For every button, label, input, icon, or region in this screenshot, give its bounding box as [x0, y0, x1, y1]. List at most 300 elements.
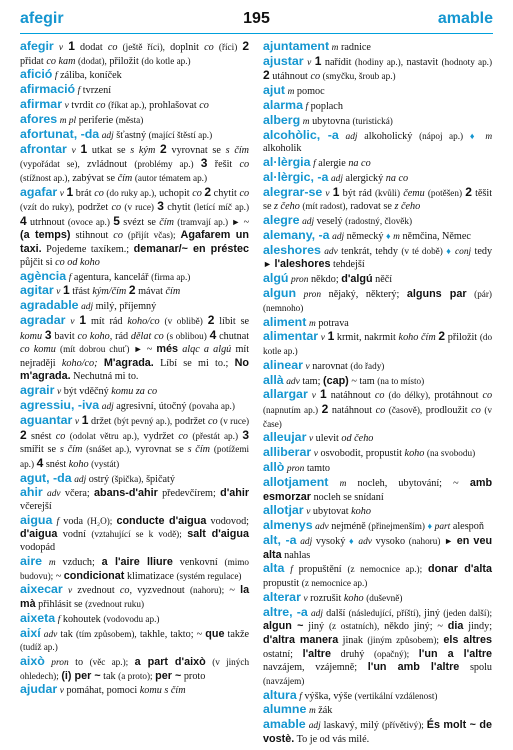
grammar-label: v — [305, 361, 310, 372]
headword: allotjar — [263, 503, 304, 518]
translation: bavit — [54, 330, 75, 342]
translation: včerejší — [20, 501, 52, 512]
translation: utrhnout — [30, 216, 65, 228]
headword: agradar — [20, 312, 66, 327]
grammar-label: adv — [324, 246, 338, 257]
sense-note: (z nemocnice ap.); — [347, 564, 423, 575]
phrase: Agafarem un taxi. — [20, 229, 249, 256]
translation: brát — [75, 187, 92, 199]
headword: allà — [263, 372, 284, 387]
sense-note: (na svobodu) — [426, 448, 476, 459]
translation: tvrzení — [82, 85, 112, 97]
usage-hint: co — [204, 42, 214, 53]
translation: záliba, koníček — [60, 70, 122, 82]
translation: tenkrát, tehdy — [341, 245, 398, 257]
translation: líbit se — [219, 315, 250, 327]
grammar-label: m — [302, 116, 310, 127]
sense-note: (potěšen) — [427, 187, 463, 198]
dictionary-entry — [263, 272, 492, 287]
dictionary-entry — [263, 359, 492, 374]
usage-hint: koho/co; — [61, 357, 98, 369]
phrase: per ~ — [155, 669, 182, 682]
sense-number: 2 — [321, 402, 329, 416]
translation: krmit, nakrmit — [336, 332, 396, 344]
translation: veselý — [316, 216, 343, 228]
translation: nastavit — [406, 56, 439, 68]
translation: žák — [318, 705, 333, 717]
translation: ostatní; — [263, 648, 293, 660]
right-column — [263, 40, 492, 747]
grammar-label: v — [303, 593, 308, 604]
sense-note: (z ostatních), — [328, 621, 380, 632]
dictionary-entry — [263, 40, 492, 55]
sense-number: 1 — [332, 184, 340, 199]
dictionary-entry — [263, 214, 492, 229]
usage-hint: co — [207, 415, 218, 427]
diamond-icon: ♦ — [427, 521, 433, 532]
translation: voda — [63, 515, 84, 527]
phrase: (i) per ~ — [61, 669, 101, 682]
dictionary-entry — [20, 68, 249, 83]
dictionary-entry — [263, 534, 492, 562]
headword: aire — [20, 553, 43, 568]
dictionary-entry — [20, 414, 249, 472]
phrase: salt d'aigua — [187, 528, 249, 541]
grammar-label: adv — [358, 536, 372, 547]
sense-number: 3 — [200, 156, 208, 171]
usage-hint: dělat co — [130, 330, 164, 342]
headword: aixeta — [20, 610, 56, 625]
headword: alleujar — [263, 430, 307, 445]
sense-note: (v oblibě) — [164, 315, 203, 326]
sense-note: (turistická) — [352, 115, 393, 126]
translation: utáhnout — [272, 71, 308, 83]
translation: vyzvednout — [137, 585, 185, 597]
translation: něčí — [375, 274, 393, 286]
translation: rád — [115, 330, 129, 342]
headword: alegre — [263, 213, 300, 228]
translation: ostrý — [88, 473, 110, 485]
dictionary-entry — [20, 314, 249, 384]
translation: přidat — [20, 55, 44, 67]
translation: ulevit — [315, 433, 339, 445]
headword: afores — [20, 111, 58, 126]
sense-note: (tramvají ap.) — [177, 216, 229, 227]
usage-hint: co — [374, 390, 385, 402]
usage-hint: koho čím — [398, 332, 436, 344]
sense-note: (napnutím ap.) — [263, 405, 319, 415]
sense-note: (přestát ap.) — [192, 430, 239, 441]
translation: šťastný — [116, 129, 147, 141]
sense-note: (přijít včas); — [127, 230, 176, 241]
headword: agressiu, -iva — [20, 398, 100, 413]
translation: vyrovnat se — [135, 444, 184, 456]
translation: další — [326, 607, 346, 619]
sense-note: (potížemi ap.) — [20, 444, 250, 469]
sense-note: (mít dobrou chuť) — [60, 344, 130, 355]
usage-hint: z čeho — [394, 201, 421, 213]
sense-note: (do délky), — [388, 390, 431, 401]
dictionary-entry — [263, 330, 492, 358]
dictionary-entry — [263, 504, 492, 519]
headword: altre, -a — [263, 604, 308, 619]
grammar-label: adj — [101, 402, 114, 413]
grammar-label: f — [56, 516, 60, 527]
dictionary-entry — [263, 519, 492, 534]
sense-note: (jiným způsobem); — [367, 634, 439, 645]
sense-note: (nahoru) — [408, 535, 441, 546]
sense-note: (tím způsobem), — [75, 628, 137, 639]
translation: vzduch; — [62, 556, 95, 568]
translation: navzájem, vzájemně; — [263, 662, 358, 674]
phrase: conducte d'aigua — [116, 514, 207, 527]
header-first-headword: afegir — [20, 10, 64, 27]
translation: propuštění — [298, 564, 342, 576]
dictionary-entry — [263, 316, 492, 331]
dictionary-entry — [20, 98, 249, 113]
dictionary-entry — [263, 99, 492, 114]
translation: laskavý, milý — [323, 720, 379, 732]
translation: chytit — [167, 202, 191, 214]
sense-note: (hodiny ap.), — [354, 56, 404, 67]
translation: jiný — [424, 607, 440, 619]
grammar-label: m — [485, 131, 493, 142]
usage-hint: co — [113, 230, 123, 242]
grammar-label: adj — [101, 130, 114, 141]
sense-note: (odolat větru ap.), — [69, 430, 140, 441]
sense-note: (ještě říci), — [122, 42, 165, 52]
headword: agradable — [20, 298, 79, 313]
usage-hint: co komu — [20, 344, 56, 356]
usage-hint: co — [55, 430, 66, 442]
translation: pomáhat, pomoci — [66, 685, 138, 697]
sense-number: 4 — [209, 327, 217, 342]
phrase: la mà — [20, 584, 250, 610]
diamond-icon: ♦ — [348, 535, 355, 546]
usage-hint: komu s čím — [139, 685, 186, 697]
grammar-label: adj — [300, 536, 313, 547]
dictionary-entry — [263, 129, 492, 156]
translation: druhý — [340, 648, 365, 660]
dictionary-entry — [20, 128, 249, 143]
sense-number: 2 — [128, 283, 136, 298]
dictionary-entry — [263, 186, 492, 214]
translation: ~ — [196, 628, 203, 640]
usage-hint: co — [239, 187, 250, 199]
usage-hint: čemu — [403, 187, 425, 199]
headword: agrair — [20, 383, 55, 398]
translation: třást — [72, 286, 90, 298]
grammar-label: v — [74, 416, 80, 427]
translation: snést — [45, 458, 67, 470]
usage-hint: koho — [68, 458, 89, 470]
usage-hint: co kam — [46, 55, 76, 67]
grammar-label: v — [306, 507, 311, 518]
grammar-label: adj — [302, 217, 315, 228]
sense-note: (navzájem) — [263, 675, 305, 686]
dictionary-entry — [263, 703, 492, 718]
translation: potrava — [318, 317, 349, 329]
sense-number: 2 — [160, 141, 167, 156]
usage-hint: s čím — [59, 444, 83, 456]
translation: osvobodit, propustit — [320, 448, 402, 460]
translation: zabývat se — [72, 172, 116, 184]
translation: natáhnout — [330, 390, 371, 402]
phrase: demanar/~ en préstec — [133, 243, 250, 256]
translation: tvrdit — [71, 100, 94, 112]
translation: tedy — [474, 245, 493, 257]
headword: afició — [20, 67, 53, 82]
headword: afortunat, -da — [20, 126, 100, 141]
headword: aixecar — [20, 582, 63, 597]
translation: poplach — [310, 101, 343, 113]
grammar-label: m — [331, 43, 339, 53]
headword: ahir — [20, 485, 43, 500]
sense-note: (zvednout ruku) — [85, 598, 145, 609]
usage-hint: co — [375, 405, 386, 416]
headword: agitar — [20, 283, 54, 298]
sense-note: (stížnost ap.), — [20, 172, 70, 183]
sense-number: 4 — [20, 213, 27, 228]
sense-note: (ovoce ap.) — [67, 216, 110, 227]
translation: to — [75, 657, 84, 668]
sense-note: (vodovodu ap.) — [103, 613, 160, 624]
translation: nahlas — [284, 549, 311, 561]
translation: ~ — [229, 585, 235, 597]
sense-note: (vertikální vzdálenost) — [354, 690, 438, 701]
headword: alumne — [263, 702, 307, 717]
dictionary-columns — [20, 40, 493, 747]
headword: alcohòlic, -a — [263, 127, 339, 142]
dictionary-entry — [263, 287, 492, 315]
usage-hint: koho — [343, 592, 364, 604]
headword: afirmació — [20, 82, 76, 97]
grammar-label: f — [290, 565, 293, 576]
translation: utkat se — [91, 144, 126, 156]
sense-number: 2 — [263, 68, 270, 83]
page-header — [20, 8, 493, 34]
dictionary-entry — [20, 514, 249, 555]
sense-number: 1 — [327, 329, 335, 344]
headword: aguantar — [20, 412, 73, 427]
usage-hint: co — [310, 71, 321, 83]
usage-hint: co — [94, 187, 104, 199]
sense-note: (hodnoty ap.) — [441, 56, 493, 67]
header-last-headword: amable — [437, 10, 493, 27]
usage-hint: co — [95, 100, 106, 112]
dictionary-entry — [20, 143, 249, 186]
dictionary-entry — [20, 627, 249, 655]
headword: allò — [263, 460, 285, 475]
headword: alt, -a — [263, 532, 297, 547]
translation: uchopit — [159, 187, 190, 199]
phrase: (cap) — [322, 374, 349, 387]
phrase: l'altre — [302, 647, 331, 660]
sense-number: 2 — [20, 427, 27, 442]
translation: přiložit — [109, 55, 139, 67]
grammar-label: adj — [345, 131, 358, 142]
phrase: d'aigua — [20, 528, 58, 541]
dictionary-entry — [263, 446, 492, 461]
phrase: No m'agrada. — [20, 356, 250, 383]
phrase: algun ~ — [263, 620, 304, 633]
translation: mávat — [138, 286, 163, 298]
grammar-label: pron — [51, 658, 69, 668]
dictionary-entry — [263, 689, 492, 704]
phrase: dia — [447, 620, 464, 633]
dictionary-entry — [263, 156, 492, 171]
translation: propustit — [263, 578, 300, 589]
translation: tak — [60, 628, 73, 640]
sense-note: (do kotle ap.) — [263, 332, 493, 356]
translation: radnice — [340, 42, 371, 53]
grammar-label: v — [71, 145, 76, 156]
translation: být rád — [342, 187, 372, 199]
dictionary-entry — [20, 555, 249, 583]
page-number: 195 — [243, 10, 270, 27]
translation: přiložit — [447, 332, 478, 344]
sense-note: (vystát) — [91, 458, 120, 469]
phrase: l'un a l'altre — [418, 647, 493, 660]
sense-note: (radostný, člověk) — [345, 216, 413, 227]
dictionary-entry — [20, 583, 249, 611]
sense-note: (pár) (nemnoho) — [263, 289, 492, 313]
grammar-label: v — [70, 316, 75, 327]
phrase: l'un amb l'altre — [367, 661, 460, 674]
headword: això — [20, 654, 45, 668]
headword: alarma — [263, 98, 303, 113]
translation: půjčit si — [20, 256, 53, 268]
sense-note: (H₂O); — [87, 515, 113, 526]
sense-note: (do ruky ap.), — [106, 187, 157, 198]
diamond-icon: ♦ — [385, 231, 391, 241]
translation: protáhnout — [434, 390, 479, 402]
headword: ajustar — [263, 53, 304, 68]
grammar-label: pron — [286, 464, 305, 475]
translation: vydržet — [143, 430, 175, 442]
sense-note: (jeden další); — [443, 607, 493, 618]
grammar-label: v — [56, 287, 61, 298]
grammar-label: v — [307, 57, 312, 68]
grammar-label: f — [54, 71, 58, 82]
translation: výška, výše — [304, 690, 352, 702]
sense-note: (mít radost), — [302, 201, 348, 212]
phrase: condicionat — [63, 569, 125, 582]
sense-note: (problémy ap.) — [134, 159, 194, 170]
sense-number: 2 — [438, 329, 446, 344]
diamond-icon: ♦ — [446, 245, 452, 256]
grammar-label: pron — [291, 275, 309, 286]
translation: alergický — [345, 172, 384, 184]
grammar-label: v — [320, 333, 325, 344]
usage-hint: co — [192, 187, 202, 199]
translation: jinak — [342, 634, 364, 646]
dictionary-entry — [20, 40, 249, 68]
grammar-label: part — [434, 522, 451, 533]
usage-hint: komu za co — [111, 386, 158, 398]
translation: venkovní — [179, 556, 218, 568]
translation: rozrušit — [310, 592, 342, 604]
translation: špičatý — [146, 473, 175, 485]
sense-note: (duševně) — [366, 592, 403, 603]
translation: klimatizace — [126, 570, 174, 582]
headword: afegir — [20, 39, 54, 53]
translation: jindy; — [468, 621, 493, 633]
usage-hint: z čeho — [274, 201, 300, 213]
dictionary-entry — [263, 718, 492, 746]
phrase: l'aleshores — [274, 258, 331, 271]
arrow-icon: ► — [133, 344, 143, 355]
sense-note: (do řady) — [350, 360, 385, 371]
translation: držet — [90, 415, 112, 427]
sense-note: (s oblibou) — [166, 330, 207, 341]
translation: chutnat — [219, 330, 250, 342]
grammar-label: adj — [81, 302, 94, 313]
phrase: que — [205, 627, 225, 640]
phrase: (a temps) — [20, 229, 71, 242]
translation: nařídit — [324, 56, 352, 68]
usage-hint: čím — [159, 216, 174, 228]
phrase: a l'aire lliure — [101, 555, 173, 568]
translation: vodní — [62, 529, 86, 541]
dictionary-entry — [20, 655, 249, 683]
translation: těšit se — [263, 187, 493, 213]
sense-note: (v ruce) — [220, 415, 250, 426]
phrase: d'algú — [341, 273, 373, 286]
dictionary-entry — [263, 84, 492, 99]
sense-number: 4 — [36, 455, 44, 470]
translation: ubytovna — [312, 115, 350, 127]
sense-number: 3 — [44, 327, 52, 342]
arrow-icon: ► — [263, 259, 272, 270]
translation: nějaký, některý; — [328, 289, 400, 301]
translation: tamto — [306, 463, 331, 475]
headword: alliberar — [263, 445, 312, 460]
sense-number: 3 — [242, 427, 250, 442]
sense-note: (v čase) — [263, 405, 492, 429]
translation: alkoholický — [364, 130, 413, 142]
headword: ajudar — [20, 682, 58, 697]
usage-hint: s kým — [130, 144, 156, 156]
translation: takže — [227, 628, 250, 640]
usage-hint: co — [107, 42, 118, 53]
translation: vysoký — [315, 535, 346, 547]
translation: To je od vás milé. — [296, 733, 370, 745]
grammar-label: f — [57, 614, 61, 625]
phrase: d'ahir — [220, 487, 250, 500]
translation: ~ — [146, 344, 153, 356]
translation: periferie — [78, 114, 114, 126]
grammar-label: adj — [74, 474, 87, 485]
grammar-label: m — [393, 232, 400, 242]
sense-number: 2 — [204, 184, 212, 199]
headword: alberg — [263, 112, 301, 127]
dictionary-entry — [20, 683, 249, 698]
sense-number: 1 — [319, 387, 327, 402]
headword: algun — [263, 286, 297, 301]
translation: předevčírem; — [162, 488, 216, 500]
sense-note: (autor tématem ap.) — [134, 172, 208, 183]
grammar-label: f — [77, 86, 81, 97]
headword: ajut — [263, 83, 286, 98]
grammar-label: adj — [310, 608, 323, 619]
sense-number: 3 — [157, 199, 164, 214]
headword: agut, -da — [20, 470, 72, 485]
dictionary-entry — [20, 472, 249, 487]
translation: tak — [103, 670, 116, 682]
headword: afirmar — [20, 97, 63, 112]
sense-note: (tudíž ap.) — [20, 642, 58, 653]
